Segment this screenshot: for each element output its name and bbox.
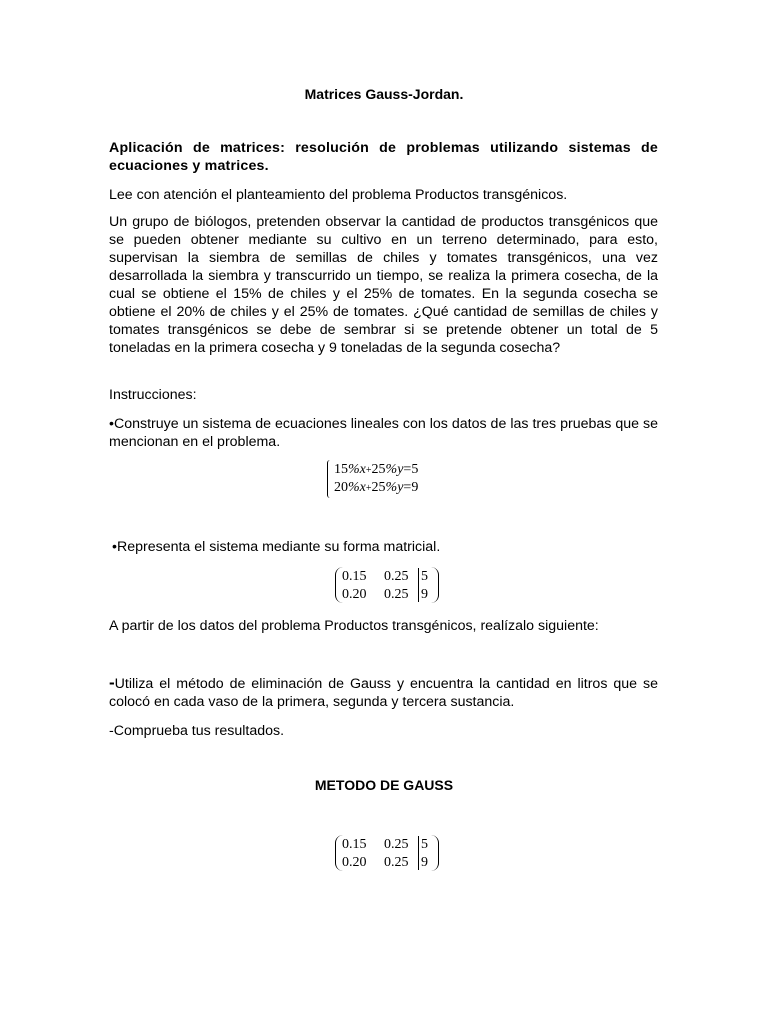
section-heading-line1: Aplicación de matrices: resolución de problemas utilizando sistemas de bbox=[109, 140, 658, 156]
matrix-cell: 0.25 bbox=[384, 587, 409, 602]
matrix-cell: 0.25 bbox=[384, 855, 409, 870]
task-verify-results: -Comprueba tus resultados. bbox=[109, 723, 285, 739]
matrix-cell: 0.20 bbox=[342, 855, 367, 870]
bullet-construct-system: •Construye un sistema de ecuaciones lineales con los datos de las tres pruebas que se mencionan en el problema. bbox=[109, 416, 658, 450]
matrix-cell: 0.15 bbox=[342, 569, 367, 584]
gauss-method-title: METODO DE GAUSS bbox=[314, 777, 454, 793]
matrix-augment-bar bbox=[418, 568, 419, 602]
task-gauss-elimination: -Utiliza el método de eliminación de Gauss y encuentra la cantidad en litros que se colocó en cada vaso de la primera, segunda y tercera sustancia. bbox=[109, 673, 658, 710]
document-title: Matrices Gauss-Jordan. bbox=[304, 86, 464, 102]
matrix-cell: 5 bbox=[421, 569, 428, 584]
matrix-cell: 5 bbox=[421, 837, 428, 852]
equation-row-1: 15%x+25%y=5 bbox=[334, 462, 419, 477]
matrix-cell: 9 bbox=[421, 587, 428, 602]
intro-paragraph: Lee con atención el planteamiento del problema Productos transgénicos. bbox=[109, 187, 568, 203]
matrix-cell: 0.20 bbox=[342, 587, 367, 602]
bullet-matrix-form: •Representa el sistema mediante su forma matricial. bbox=[112, 539, 441, 555]
problem-paragraph: Un grupo de biólogos, pretenden observar la cantidad de productos transgénicos que se pueden obtener mediante su cultivo en un terreno determinado, para esto, supervisan la siembra de semillas de chiles y tomates transgénicos, una vez desarrollada la siembra y transcurrido un tiempo, se realiza la primera cosecha, de la cual se obtiene el 15% de chiles y el 25% de tomates. En la segunda cosecha se obtiene el 20% de chiles y el 25% de tomates. ¿Qué cantidad de semillas de chiles y tomates transgénicos se debe de sembrar si se pretende obtener un total de 5 toneladas en la primera cosecha y 9 toneladas de la segunda cosecha? bbox=[109, 214, 658, 356]
instructions-label: Instrucciones: bbox=[109, 387, 197, 403]
matrix-cell: 0.25 bbox=[384, 569, 409, 584]
from-data-paragraph: A partir de los datos del problema Productos transgénicos, realízalo siguiente: bbox=[109, 618, 599, 634]
matrix-augment-bar bbox=[418, 836, 419, 870]
matrix-right-paren bbox=[431, 567, 439, 603]
matrix-cell: 9 bbox=[421, 855, 428, 870]
matrix-cell: 0.15 bbox=[342, 837, 367, 852]
section-heading-line2: ecuaciones y matrices. bbox=[109, 158, 269, 174]
section-heading bbox=[109, 139, 658, 175]
equation-row-2: 20%x+25%y=9 bbox=[334, 480, 419, 495]
matrix-right-paren bbox=[431, 835, 439, 871]
matrix-cell: 0.25 bbox=[384, 837, 409, 852]
equation-brace bbox=[327, 460, 333, 498]
